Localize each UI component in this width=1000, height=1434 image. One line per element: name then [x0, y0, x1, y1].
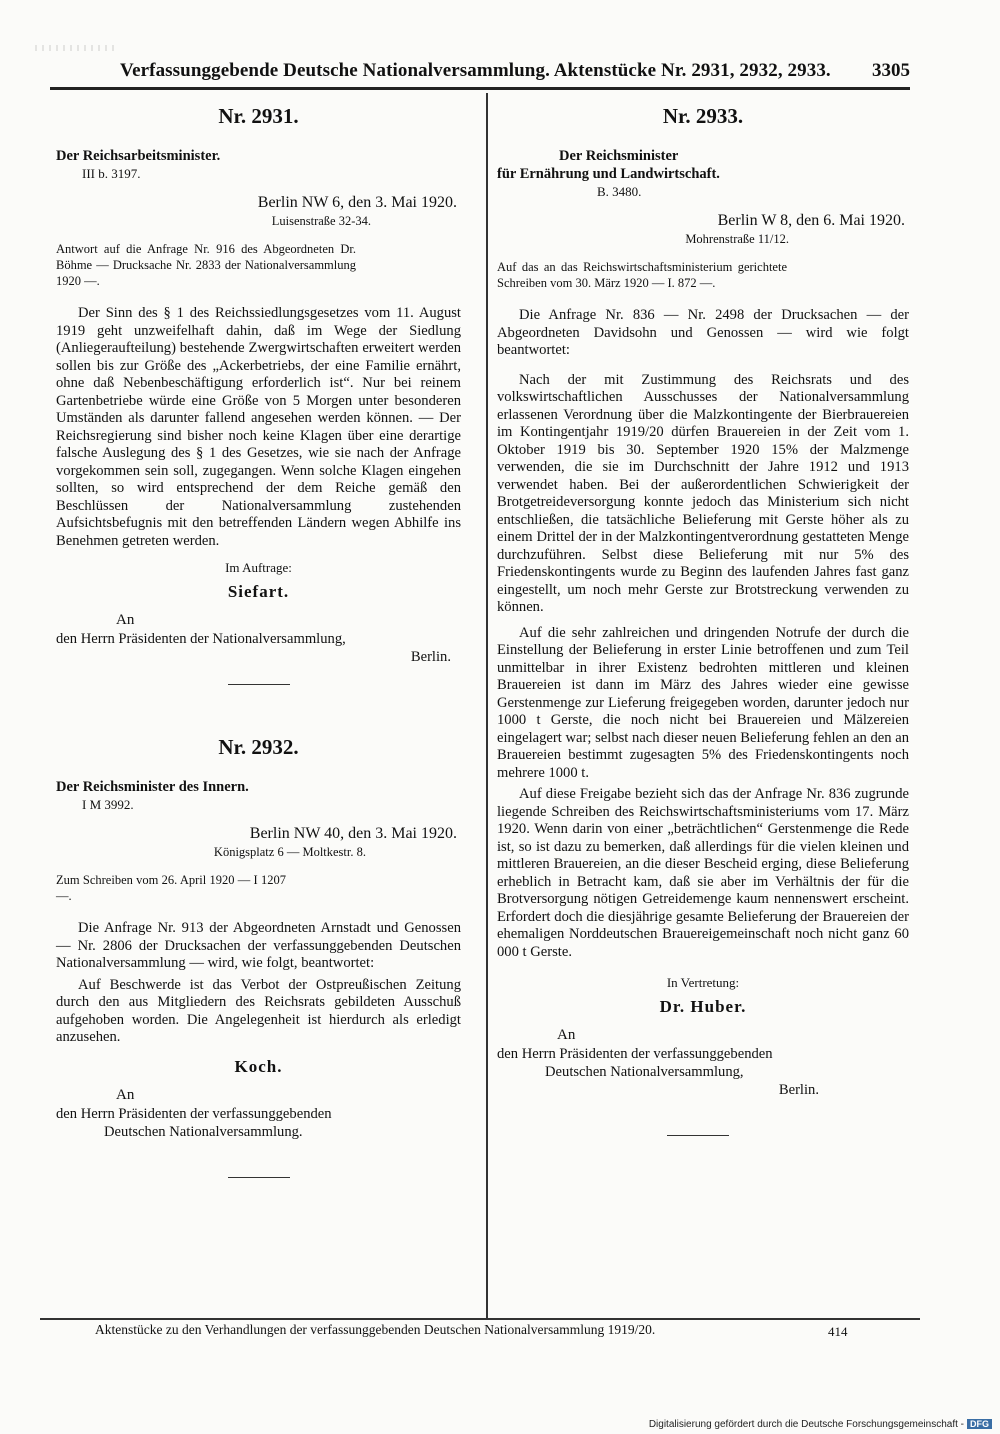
street-address: Mohrenstraße 11/12.: [685, 232, 789, 246]
addressee-line: den Herrn Präsidenten der Nationalversammlung,: [56, 631, 346, 647]
sender: Der Reichsarbeitsminister.: [56, 148, 221, 164]
document-2932: [56, 735, 461, 1178]
answer-note: Antwort auf die Anfrage Nr. 916 des Abgeordneten Dr. Böhme — Drucksache Nr. 2833 der Nationalversammlung 1920 —.: [56, 242, 356, 288]
answer-note: Auf das an das Reichswirtschaftsministerium gerichtete Schreiben vom 30. März 1920 — I. 872 —.: [497, 260, 787, 290]
addressee-an: An: [116, 1086, 135, 1103]
footer-rule: [40, 1318, 920, 1320]
sheet-number: 414: [828, 1324, 848, 1339]
street-address: Königsplatz 6 — Moltkestr. 8.: [213, 845, 366, 859]
reference-code: I M 3992.: [82, 797, 134, 812]
sender: Der Reichsminister: [559, 148, 679, 164]
separator-rule: [228, 684, 290, 685]
addressee-city: Berlin.: [410, 649, 451, 665]
addressee-an: An: [116, 612, 135, 628]
separator-rule: [228, 1177, 290, 1178]
answer-note: Zum Schreiben vom 26. April 1920 — I 1207 —.: [56, 873, 286, 903]
page-number: 3305: [872, 60, 910, 81]
addressee-line: Deutschen Nationalversammlung,: [545, 1064, 744, 1080]
document-number: Nr. 2931.: [218, 104, 299, 128]
place-date: Berlin NW 6, den 3. Mai 1920.: [257, 194, 457, 211]
document-number: Nr. 2933.: [662, 104, 744, 128]
body-paragraph: Der Sinn des § 1 des Reichssiedlungsgesetzes vom 11. August 1919 geht unzweifelhaft dahin, daß im Wege der Siedlung (Anliegeraufteilung) bestehende Zwergwirtschaften erweitert werden sollen bis zur Größe des „Ackerbetriebs, der eine Familie ernährt, ohne daß Nebenbeschäftigung erforderlich ist“. Nur bei reinem Gartenbetriebe würde eine Größe von 5 Morgen unter besonderen Umständen als darunter fallend angesehen werden können. — Der Reichsregierung sind bisher noch keine Klagen über eine derartige falsche Auslegung des § 1 des Gesetzes, wie sie nach der Anfrage vorgekommen sein soll, zugegangen. Wenn solche Klagen eingehen sollten, so wird entsprechend der dem Reiche gemäß den Beschlüssen der Nationalversammlung zustehenden Aufsichtsbefugnis mit den betreffenden Ländern wegen Abhilfe ins Benehmen getreten werden.: [56, 305, 461, 549]
document-number: Nr. 2932.: [218, 735, 299, 759]
body-paragraph: Auf Beschwerde ist das Verbot der Ostpreußischen Zeitung durch den aus Mitgliedern des Reichsrats gebildeten Ausschuß aufgehoben worden. Die Angelegenheit ist hierdurch als erledigt anzusehen.: [56, 976, 461, 1045]
addressee-line: Deutschen Nationalversammlung.: [104, 1123, 303, 1140]
body-paragraph: Auf diese Freigabe bezieht sich das der Anfrage Nr. 836 zugrunde liegende Schreiben des Reichswirtschaftsministeriums vom 17. März 1920. Wenn darin von einer „beträchtlichen“ Gerstenmenge die Rede ist, so ist dazu zu bemerken, daß allerdings für die vielen kleinen und mittleren Brauereien, an die dieser Bescheid erging, diese Belieferung erheblich in Betracht kam, daß sie aber im Verhältnis der für die Brotversorgung nötigen Getreidemenge kaum nennenswert erscheint. Erfordert doch die diesjährige gesamte Belieferung der Brauereien der ehemaligen Norddeutschen Brauereigemeinschaft noch nicht ganz 60 000 t Gerste.: [497, 786, 909, 960]
place-date: Berlin NW 40, den 3. Mai 1920.: [249, 825, 457, 842]
addressee-an: An: [557, 1027, 576, 1043]
addressee-line: den Herrn Präsidenten der verfassunggebenden: [56, 1105, 332, 1122]
digitization-text: Digitalisierung gefördert durch die Deutsche Forschungsgemeinschaft -: [648, 1419, 964, 1430]
right-column: [497, 100, 909, 1136]
body-paragraph: Auf die sehr zahlreichen und dringenden Notrufe der durch die Einstellung der Belieferung in erster Linie betroffenen und zum Teil unmittelbar in ihrer Existenz bedrohten mittleren und kleinen Brauereien ist dann im März des Jahres wieder eine gewisse Gerstenmenge zur Lieferung freigegeben worden, darunter jedoch nur 1000 t Gerste, die noch nicht bei Brauereien und Mälzereien eingelagert war; selbst nach dieser neuen Belieferung fehlen an den an Brauereien bestimmt zugesagten 5% des Friedenskontingents noch mehrere 1000 t.: [497, 624, 909, 781]
document-2933: [497, 104, 909, 1136]
sender: für Ernährung und Landwirtschaft.: [497, 166, 720, 182]
sender: Der Reichsminister des Innern.: [56, 779, 249, 795]
signature: Koch.: [234, 1056, 283, 1076]
signature-intro: Im Auftrage:: [225, 560, 292, 575]
signature-intro: In Vertretung:: [666, 975, 740, 990]
running-header: [120, 60, 910, 84]
body-paragraph: Nach der mit Zustimmung des Reichsrats und des volkswirtschaftlichen Ausschusses der Nationalversammlung erlassenen Verordnung über die Malzkontingente der Bierbrauereien im Kontingentjahr 1919/20 dürfen Brauereien in der Zeit vom 1. Oktober 1919 bis 30. September 1920 15% der Malzmenge verwenden, die sie im Durchschnitt der Jahre 1912 und 1913 verwendet haben. Bei der außerordentlichen Schwierigkeit der Brotgetreideversorgung konnte jedoch das Ministerium sich nicht entschließen, die tatsächliche Belieferung mit Gerste höher als zu einem Drittel der in der Malzkontingentverordnung gestatteten Menge durchzuführen. Selbst diese Belieferung mit nur 5% des Friedenskontingents wurde zu Beginn des laufenden Jahres fast ganz eingestellt, um noch mehr Gerste zur Brotstreckung verwenden zu können.: [497, 371, 909, 615]
header-rule: [50, 87, 910, 90]
reference-code: III b. 3197.: [82, 166, 141, 181]
body-paragraph: Die Anfrage Nr. 836 — Nr. 2498 der Drucksachen — der Abgeordneten Davidsohn und Genossen — wird wie folgt beantwortet:: [497, 307, 909, 358]
body-paragraph: Die Anfrage Nr. 913 der Abgeordneten Arnstadt und Genossen — Nr. 2806 der Drucksachen der verfassunggebenden Deutschen Nationalversammlung — wird, wie folgt, beantwortet:: [56, 920, 461, 971]
addressee-city: Berlin.: [778, 1082, 819, 1098]
column-divider: [486, 93, 488, 1318]
place-date: Berlin W 8, den 6. Mai 1920.: [717, 212, 905, 229]
left-column: [56, 100, 461, 1178]
reference-code: B. 3480.: [597, 184, 642, 199]
dfg-logo: DFG: [967, 1419, 992, 1429]
header-title: Verfassunggebende Deutsche Nationalversammlung. Aktenstücke Nr. 2931, 2932, 2933.: [120, 60, 831, 81]
signature: Dr. Huber.: [659, 997, 747, 1016]
scan-noise: [35, 45, 115, 51]
separator-rule: [667, 1135, 729, 1136]
document-2931: [56, 104, 461, 685]
addressee-line: den Herrn Präsidenten der verfassunggebenden: [497, 1046, 773, 1062]
digitization-credit: [649, 1419, 992, 1430]
footer-note: Aktenstücke zu den Verhandlungen der verfassunggebenden Deutschen Nationalversammlung 1919/20.: [95, 1322, 656, 1337]
signature: Siefart.: [227, 582, 290, 601]
street-address: Luisenstraße 32-34.: [271, 214, 371, 228]
